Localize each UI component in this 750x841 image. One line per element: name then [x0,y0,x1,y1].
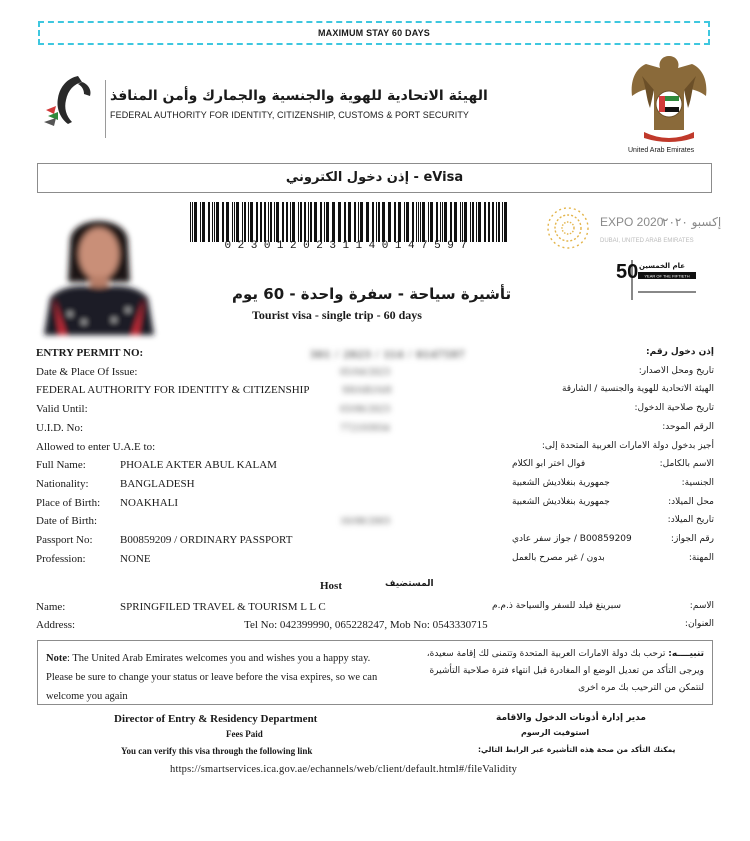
host-name-value: SPRINGFILED TRAVEL & TOURISM L L C [120,601,326,613]
barcode-bar [416,202,417,242]
barcode-bar [354,202,356,242]
barcode-bar [286,202,288,242]
barcode-bar [268,202,269,242]
barcode-bar [428,202,429,242]
field-label: Nationality: [36,477,89,490]
barcode [188,202,510,242]
barcode-bar [326,202,329,242]
note-text-ar: ترحب بك دولة الامارات العربية المتحدة وتتمنى لك إقامة سعيدة، ويرجى التأكد من تعديل الوضع او المغادرة قبل انتهاء فترة صلاحية التأشيرة لنتمكن من الترحيب بك مره اخرى [426,649,704,693]
visa-type-ar: تأشيرة سياحة - سفرة واحدة - 60 يوم [232,285,512,303]
barcode-bar [430,202,433,242]
barcode-bar [360,202,363,242]
field-label-ar: الاسم بالكامل: [659,459,714,470]
fees-paid-en: Fees Paid [226,729,263,739]
field-value: BANGLADESH [120,477,195,490]
barcode-bar [250,202,253,242]
barcode-bar [422,202,425,242]
field-value: NONE [120,552,151,565]
note-label-ar: تنبيــــه: [668,649,704,659]
authority-name-en: FEDERAL AUTHORITY FOR IDENTITY, CITIZENSHIP, CUSTOMS & PORT SECURITY [110,110,470,120]
field-value-ar: جمهورية بنغلاديش الشعبية [512,496,610,507]
field-value-ar: جمهورية بنغلاديش الشعبية [512,477,610,488]
field-label: Profession: [36,552,86,565]
host-address-label: Address: [36,619,76,631]
field-label-ar: تاريخ صلاحية الدخول: [634,403,714,414]
host-heading-ar: المستضيف [385,579,434,589]
host-name-ar-label: الاسم: [689,601,714,611]
barcode-bar [496,202,497,242]
field-value: 05/04/2023 [340,365,391,378]
barcode-bar [320,202,322,242]
barcode-bar [472,202,474,242]
field-label: Valid Until: [36,403,88,416]
barcode-bar [464,202,467,242]
visa-type-en: Tourist visa - single trip - 60 days [252,308,422,322]
applicant-photo [40,202,158,335]
barcode-number: 0230120231140147597 [224,240,474,252]
field-label: FEDERAL AUTHORITY FOR IDENTITY & CITIZENSHIP [36,384,310,397]
barcode-bar [394,202,396,242]
field-label-ar: الجنسية: [681,477,714,488]
expo-text-ar: إكسبو ٢٠٢٠ [662,215,722,229]
field-label-ar: تاريخ الميلاد: [667,515,714,526]
barcode-bar [300,202,302,242]
badge-en: YEAR OF THE FIFTIETH [644,273,690,279]
country-caption: United Arab Emirates [628,147,695,154]
host-heading-en: Host [320,580,342,592]
barcode-bar [314,202,317,242]
barcode-bar [308,202,309,242]
field-value: 16/08/2003 [340,515,391,528]
director-ar: مدير إدارة أذونات الدخول والاقامة [496,713,646,723]
barcode-bar [478,202,481,242]
barcode-bar [406,202,409,242]
expo-subtext: DUBAI, UNITED ARAB EMIRATES [600,238,694,244]
header-divider [105,80,106,138]
field-value: 301 / 2023 / 114 / 0147597 [310,347,466,361]
barcode-bar [470,202,471,242]
barcode-bar [222,202,224,242]
field-label-ar: إذن دخول رقم: [646,347,714,357]
badge-number: 50 [616,261,639,283]
field-label: Date of Birth: [36,515,98,528]
barcode-bar [226,202,229,242]
barcode-bar [202,202,205,242]
barcode-bar [404,202,405,242]
barcode-bar [290,202,291,242]
barcode-bar [244,202,246,242]
field-label: Date & Place Of Issue: [36,365,138,378]
field-value: PHOALE AKTER ABUL KALAM [120,459,277,472]
barcode-bar [418,202,419,242]
field-value-ar: بدون / غير مصرح بالعمل [512,552,605,563]
barcode-bar [372,202,374,242]
barcode-bar [236,202,239,242]
host-name-label: Name: [36,601,66,613]
barcode-bar [348,202,351,242]
note-en [46,649,391,706]
note-text-en: : The United Arab Emirates welcomes you and wishes you a happy stay. Please be sure to change your status or leave before the visa expires, so we can welcome you again [46,653,378,702]
barcode-bar [462,202,463,242]
expo-text-en: EXPO 2020 [600,215,664,229]
barcode-bar [324,202,325,242]
field-value: SHARJAH [342,384,392,397]
barcode-bar [242,202,243,242]
barcode-bar [376,202,377,242]
note-label: Note [46,653,67,664]
year-of-fiftieth-badge [616,256,702,304]
max-stay-banner [38,21,710,45]
barcode-bar [366,202,369,242]
host-address-value: Tel No: 042399990, 065228247, Mob No: 0543330715 [244,619,488,631]
barcode-bar [192,202,193,242]
barcode-bar [274,202,275,242]
barcode-bar [442,202,443,242]
uae-emblem-icon [626,46,712,146]
barcode-bar [208,202,210,242]
max-stay-text: MAXIMUM STAY 60 DAYS [317,28,431,38]
barcode-bar [444,202,447,242]
authority-name-ar: الهيئة الاتحادية للهوية والجنسية والجمارك وأمن المنافذ [110,88,488,104]
barcode-bar [382,202,385,242]
barcode-bar [212,202,213,242]
barcode-bar [282,202,284,242]
barcode-bar [488,202,490,242]
host-name-ar-value: سبرينغ فيلد للسفر والسياحة ذ.م.م [492,601,622,611]
barcode-bar [332,202,335,242]
barcode-bar [214,202,215,242]
field-label-ar: أجيز بدخول دولة الامارات العربية المتحدة إلى: [541,440,714,451]
expo2020-logo-icon [540,200,722,260]
barcode-bar [256,202,258,242]
barcode-bar [378,202,380,242]
note-box [37,640,713,705]
barcode-bar [264,202,266,242]
barcode-bar [344,202,346,242]
field-label-ar: الرقم الموحد: [662,421,714,432]
barcode-bar [476,202,477,242]
barcode-bar [310,202,312,242]
barcode-bar [436,202,438,242]
barcode-bar [454,202,457,242]
barcode-bar [292,202,295,242]
barcode-bar [276,202,279,242]
verify-ar: يمكنك التأكد من صحة هذه التأشيرة عبر الرابط التالي: [478,745,676,754]
field-label-ar: المهنة: [688,552,714,563]
barcode-bar [194,202,197,242]
field-value-ar: B00859209 / جواز سفر عادي [512,534,632,544]
barcode-bar [412,202,414,242]
barcode-bar [450,202,452,242]
field-label: ENTRY PERMIT NO: [36,347,144,359]
badge-ar: عام الخمسين [638,262,686,270]
barcode-bar [498,202,500,242]
verify-en: You can verify this visa through the following link [121,746,313,756]
field-label-ar: محل الميلاد: [668,496,714,507]
barcode-bar [484,202,486,242]
field-label-ar: رقم الجواز: [670,534,714,544]
barcode-bar [492,202,494,242]
director-en: Director of Entry & Residency Department [114,713,318,725]
barcode-bar [200,202,201,242]
field-label: U.I.D. No: [36,421,84,434]
host-address-ar-label: العنوان: [684,619,714,629]
field-label: Passport No: [36,534,93,546]
barcode-bar [304,202,306,242]
barcode-bar [270,202,272,242]
field-label: Place of Birth: [36,496,101,509]
barcode-bar [504,202,507,242]
field-label-ar: تاريخ ومحل الاصدار: [638,365,714,376]
barcode-bar [502,202,503,242]
field-value: NOAKHALI [120,496,179,509]
barcode-bar [298,202,299,242]
barcode-bar [248,202,249,242]
barcode-bar [460,202,461,242]
barcode-bar [388,202,391,242]
barcode-bar [232,202,233,242]
barcode-bar [440,202,441,242]
falcon-logo-icon [38,70,100,132]
barcode-bar [338,202,341,242]
barcode-bar [234,202,235,242]
evisa-title: إذن دخول الكتروني - eVisa [37,163,712,193]
field-label-ar: الهيئة الاتحادية للهوية والجنسية / الشارقة [561,384,714,395]
fees-paid-ar: استوفيت الرسوم [521,728,590,737]
barcode-bar [260,202,262,242]
barcode-bar [216,202,219,242]
barcode-bar [190,202,191,242]
field-label: Full Name: [36,459,86,472]
barcode-bar [358,202,359,242]
field-value: 772193934 [340,421,390,434]
note-ar [404,646,704,697]
field-value-ar: فوال اختر ابو الكلام [512,459,586,470]
barcode-bar [398,202,401,242]
verify-link[interactable]: https://smartservices.ica.gov.ae/echannels/web/client/default.html#/fileValidity [170,764,518,775]
field-value: 03/06/2023 [340,403,391,416]
field-value: B00859209 / ORDINARY PASSPORT [120,534,293,546]
field-label: Allowed to enter U.A.E to: [36,440,156,453]
barcode-bar [420,202,421,242]
